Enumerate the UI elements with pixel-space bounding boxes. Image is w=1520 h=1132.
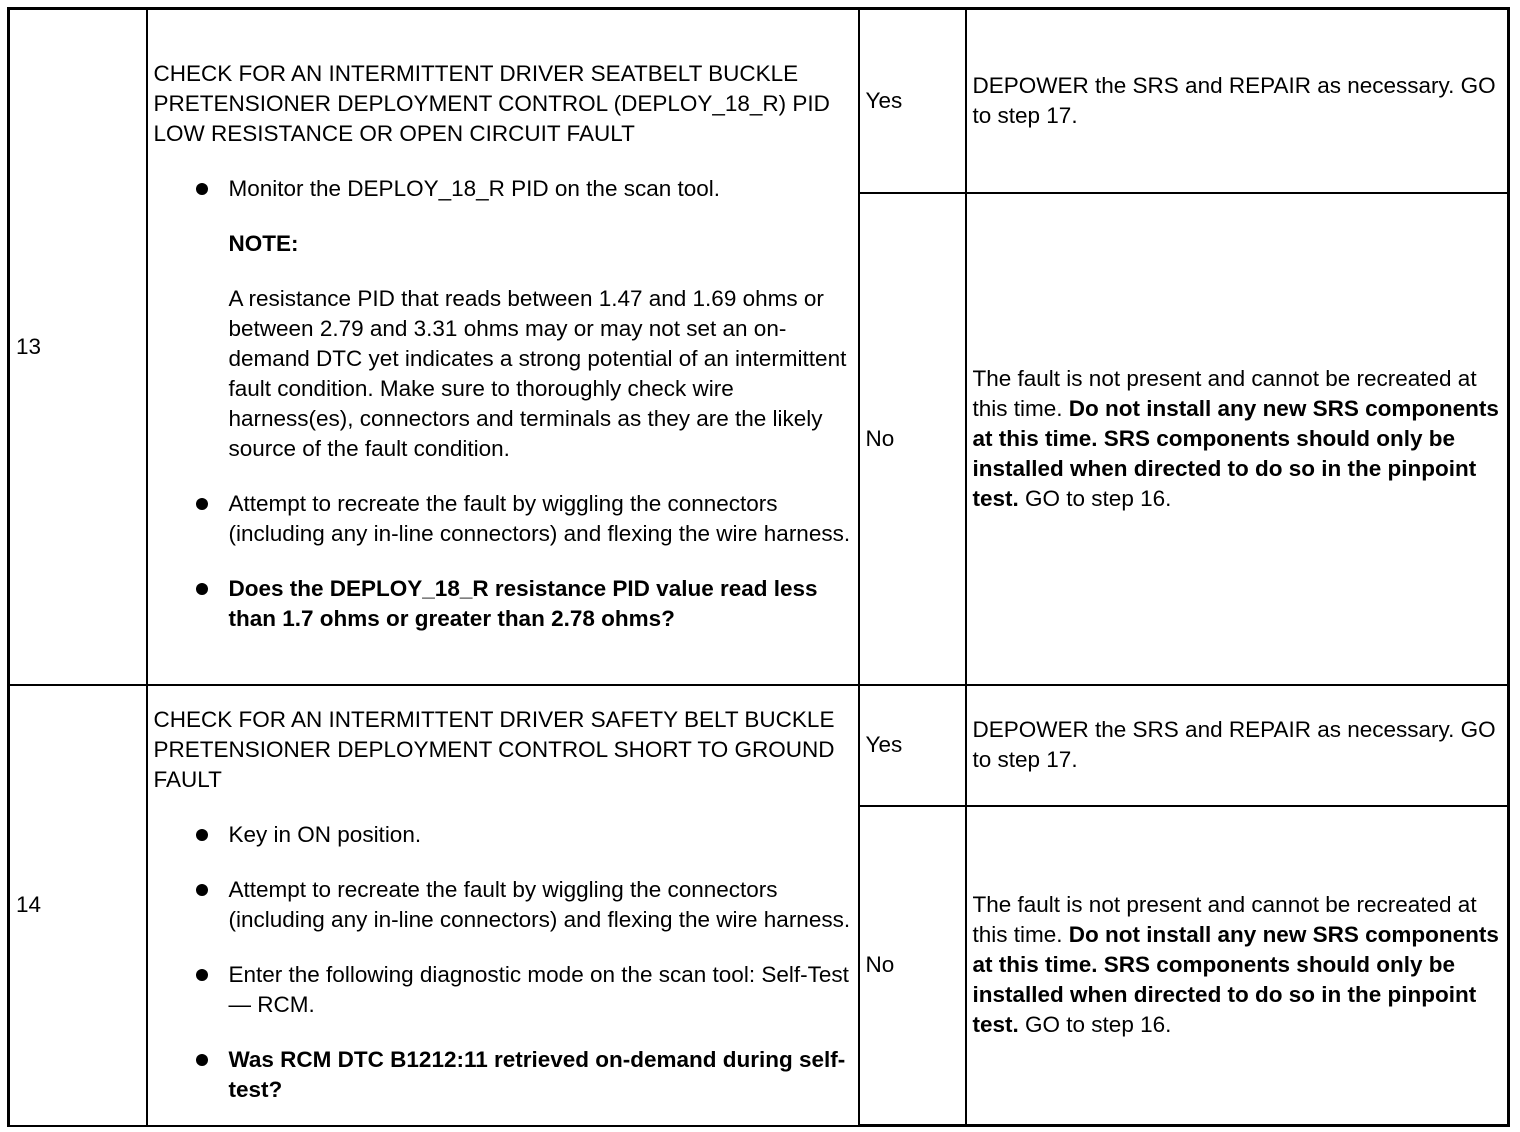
step-13-yes-row [9, 9, 1509, 193]
list-item [229, 875, 852, 935]
yes-result: DEPOWER the SRS and REPAIR as necessary. GO to step 17. [966, 9, 1509, 193]
list-item [229, 174, 852, 464]
bullet-icon [196, 498, 208, 510]
answer-no: No [859, 193, 966, 685]
instruction-text: Attempt to recreate the fault by wiggling the connectors (including any in-line connectors) and flexing the wire harness. [228, 877, 851, 932]
pinpoint-test-table [7, 7, 1510, 1127]
bullet-icon [196, 884, 208, 896]
no-result-tail: GO to step 16. [1025, 485, 1172, 511]
no-result-lead: The fault is not present and cannot be recreated at this time. [972, 365, 1477, 421]
list-item [229, 1045, 852, 1105]
step-number: 13 [9, 9, 147, 685]
yes-result: DEPOWER the SRS and REPAIR as necessary. GO to step 17. [966, 685, 1509, 806]
answer-yes: Yes [859, 9, 966, 193]
bullet-icon [196, 969, 208, 981]
no-result [966, 806, 1509, 1126]
instruction-text: Monitor the DEPLOY_18_R PID on the scan tool. [228, 176, 721, 202]
bullet-icon [196, 829, 208, 841]
bullet-icon [196, 1054, 208, 1066]
instruction-text: Attempt to recreate the fault by wiggling the connectors (including any in-line connectors) and flexing the wire harness. [228, 491, 851, 547]
list-item [229, 574, 852, 634]
no-result-warning: Do not install any new SRS components at this time. SRS components should only be installed when directed to do so in the pinpoint test. [972, 922, 1499, 1038]
no-result-lead: The fault is not present and cannot be recreated at this time. [972, 892, 1477, 948]
step-heading: CHECK FOR AN INTERMITTENT DRIVER SEATBELT BUCKLE PRETENSIONER DEPLOYMENT CONTROL (DEPLOY_18_R) PID LOW RESISTANCE OR OPEN CIRCUIT FAULT [153, 61, 830, 147]
instruction-text: Enter the following diagnostic mode on the scan tool: Self-Test — RCM. [228, 962, 849, 1017]
step-instructions [154, 174, 852, 634]
answer-no: No [859, 806, 966, 1126]
test-question: Does the DEPLOY_18_R resistance PID value read less than 1.7 ohms or greater than 2.78 ohms? [228, 576, 818, 632]
test-question: Was RCM DTC B1212:11 retrieved on-demand during self-test? [228, 1047, 846, 1102]
note-text: A resistance PID that reads between 1.47 and 1.69 ohms or between 2.79 and 3.31 ohms may or may not set an on-demand DTC yet indicates a strong potential of an intermittent fault condition. Make sure to thoroughly check wire harness(es), connectors and terminals as they are the likely source of the fault condition. [228, 286, 847, 462]
step-instructions [154, 820, 852, 1105]
step-action-cell [147, 685, 859, 1126]
step-action-cell [147, 9, 859, 685]
list-item [229, 489, 852, 549]
step-heading: CHECK FOR AN INTERMITTENT DRIVER SAFETY BELT BUCKLE PRETENSIONER DEPLOYMENT CONTROL SHORT TO GROUND FAULT [153, 707, 835, 792]
step-14-yes-row [9, 685, 1509, 806]
step-number: 14 [9, 685, 147, 1126]
list-item [229, 820, 852, 850]
no-result [966, 193, 1509, 685]
instruction-text: Key in ON position. [228, 822, 422, 847]
answer-yes: Yes [859, 685, 966, 806]
no-result-warning: Do not install any new SRS components at this time. SRS components should only be installed when directed to do so in the pinpoint test. [972, 395, 1499, 511]
bullet-icon [196, 183, 208, 195]
list-item [229, 960, 852, 1020]
note-label: NOTE: [228, 231, 299, 257]
bullet-icon [196, 583, 208, 595]
no-result-tail: GO to step 16. [1025, 1012, 1172, 1038]
